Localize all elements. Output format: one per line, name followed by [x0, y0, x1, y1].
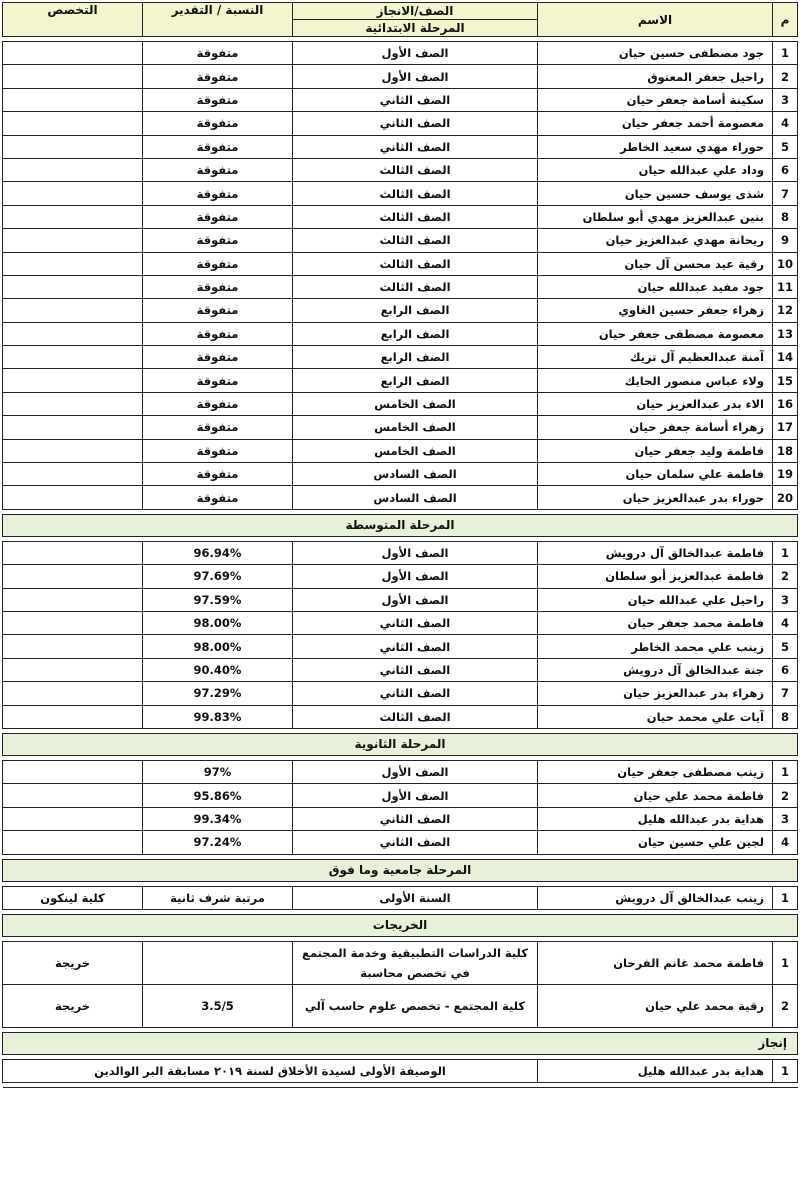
grade-cell: الصف الثاني: [293, 831, 538, 854]
specialization-cell: [3, 275, 143, 298]
student-name: آيات علي محمد حيان: [538, 705, 773, 728]
row-number: 20: [773, 486, 798, 509]
row-number: 12: [773, 299, 798, 322]
table-row: [3, 1059, 798, 1082]
row-number: 14: [773, 346, 798, 369]
row-number: 9: [773, 229, 798, 252]
row-number: 1: [773, 941, 798, 984]
row-number: 3: [773, 88, 798, 111]
row-number: 13: [773, 322, 798, 345]
score-cell: متفوقة: [143, 322, 293, 345]
row-number: 1: [773, 760, 798, 783]
table-row: [3, 486, 798, 509]
student-name: الاء بدر عبدالعزيز حيان: [538, 392, 773, 415]
table-row: [3, 135, 798, 158]
grade-cell: كلية المجتمع - تخصص علوم حاسب آلي: [293, 984, 538, 1027]
table-row: [3, 439, 798, 462]
score-cell: 95.86%: [143, 784, 293, 807]
score-cell: متفوقة: [143, 205, 293, 228]
row-number: 16: [773, 392, 798, 415]
student-name: وداد علي عبدالله حيان: [538, 158, 773, 181]
header-achievement: الصف/الانجاز: [293, 3, 538, 20]
student-name: معصومة أحمد جعفر حيان: [538, 112, 773, 135]
score-cell: 99.83%: [143, 705, 293, 728]
table-row: [3, 463, 798, 486]
student-name: جود مفيد عبدالله حيان: [538, 275, 773, 298]
grade-cell: الصف الرابع: [293, 346, 538, 369]
score-cell: 96.94%: [143, 541, 293, 564]
grade-cell: الصف الأول: [293, 565, 538, 588]
grade-cell: الصف الثاني: [293, 807, 538, 830]
row-number: 8: [773, 205, 798, 228]
score-cell: متفوقة: [143, 182, 293, 205]
table-row: [3, 392, 798, 415]
score-cell: متفوقة: [143, 275, 293, 298]
student-name: زينب علي محمد الخاطر: [538, 635, 773, 658]
student-name: فاطمة عبدالخالق آل درويش: [538, 541, 773, 564]
grade-cell: الصف الأول: [293, 588, 538, 611]
header-num: م: [773, 3, 798, 37]
score-cell: متفوقة: [143, 463, 293, 486]
grade-cell: الصف الخامس: [293, 392, 538, 415]
specialization-cell: [3, 112, 143, 135]
row-number: 5: [773, 635, 798, 658]
table-row: [3, 88, 798, 111]
section-title-secondary: المرحلة الثانوية: [3, 733, 798, 755]
student-name: رقية عيد محسن آل حيان: [538, 252, 773, 275]
grade-cell: الصف الثاني: [293, 682, 538, 705]
specialization-cell: [3, 635, 143, 658]
student-name: فاطمة محمد غانم الفرحان: [538, 941, 773, 984]
student-name: هداية بدر عبدالله هليل: [538, 1059, 773, 1082]
row-number: 1: [773, 42, 798, 65]
table-row: [3, 205, 798, 228]
row-number: 7: [773, 182, 798, 205]
grade-cell: الصف الثالث: [293, 205, 538, 228]
student-name: فاطمة محمد علي حيان: [538, 784, 773, 807]
score-cell: مرتبة شرف ثانية: [143, 886, 293, 909]
row-number: 2: [773, 565, 798, 588]
grade-cell: الصف الرابع: [293, 369, 538, 392]
table-row: [3, 322, 798, 345]
grade-cell: الصف الثالث: [293, 229, 538, 252]
grade-cell: الصف الأول: [293, 760, 538, 783]
table-row: [3, 784, 798, 807]
score-cell: 99.34%: [143, 807, 293, 830]
grade-cell: السنة الأولى: [293, 886, 538, 909]
student-name: فاطمة علي سلمان حيان: [538, 463, 773, 486]
table-row: [3, 941, 798, 984]
table-row: [3, 182, 798, 205]
specialization-cell: [3, 565, 143, 588]
grade-cell: الصف الثاني: [293, 611, 538, 634]
table-row: [3, 275, 798, 298]
row-number: 1: [773, 1059, 798, 1082]
row-number: 2: [773, 984, 798, 1027]
specialization-cell: [3, 65, 143, 88]
row-number: 6: [773, 158, 798, 181]
specialization-cell: [3, 611, 143, 634]
table-row: [3, 886, 798, 909]
grade-cell: الصف الأول: [293, 784, 538, 807]
specialization-cell: [3, 252, 143, 275]
specialization-cell: خريجة: [3, 941, 143, 984]
table-row: [3, 658, 798, 681]
score-cell: متفوقة: [143, 392, 293, 415]
header-name: الاسم: [538, 3, 773, 37]
table-row: [3, 346, 798, 369]
student-name: شذى يوسف حسين حيان: [538, 182, 773, 205]
score-cell: 97.29%: [143, 682, 293, 705]
score-cell: متفوقة: [143, 42, 293, 65]
specialization-cell: [3, 369, 143, 392]
score-cell: متفوقة: [143, 252, 293, 275]
student-name: راحيل علي عبدالله حيان: [538, 588, 773, 611]
score-cell: 98.00%: [143, 611, 293, 634]
table-row: [3, 611, 798, 634]
grade-cell: الصف الثالث: [293, 158, 538, 181]
student-name: هداية بدر عبدالله هليل: [538, 807, 773, 830]
specialization-cell: [3, 807, 143, 830]
student-name: زينب مصطفى جعفر حيان: [538, 760, 773, 783]
student-name: جنة عبدالخالق آل درويش: [538, 658, 773, 681]
row-number: 3: [773, 588, 798, 611]
score-cell: متفوقة: [143, 299, 293, 322]
header-specialization: التخصص: [3, 3, 143, 37]
specialization-cell: [3, 705, 143, 728]
section-title-middle: المرحلة المتوسطة: [3, 514, 798, 536]
score-cell: 3.5/5: [143, 984, 293, 1027]
specialization-cell: كلية لينكون: [3, 886, 143, 909]
table-row: [3, 65, 798, 88]
score-cell: متفوقة: [143, 158, 293, 181]
row-number: 10: [773, 252, 798, 275]
specialization-cell: [3, 682, 143, 705]
table-row: [3, 984, 798, 1027]
student-name: آمنة عبدالعظيم آل تريك: [538, 346, 773, 369]
grade-cell: الصف السادس: [293, 463, 538, 486]
table-row: [3, 705, 798, 728]
row-number: 8: [773, 705, 798, 728]
table-row: [3, 416, 798, 439]
student-name: معصومة مصطفى جعفر حيان: [538, 322, 773, 345]
score-cell: 97.24%: [143, 831, 293, 854]
grade-cell: الصف الثالث: [293, 275, 538, 298]
grade-cell: الصف الخامس: [293, 416, 538, 439]
table-row: [3, 252, 798, 275]
student-name: راحيل جعفر المعتوق: [538, 65, 773, 88]
grade-cell: الصف الخامس: [293, 439, 538, 462]
specialization-cell: [3, 158, 143, 181]
specialization-cell: [3, 760, 143, 783]
section-title-achievement: إنجاز: [3, 1032, 798, 1054]
student-name: زينب عبدالخالق آل درويش: [538, 886, 773, 909]
grade-cell: الصف الرابع: [293, 322, 538, 345]
header-score: النسبة / التقدير: [143, 3, 293, 37]
grade-cell: كلية الدراسات التطبيقية وخدمة المجتمع في تخصص محاسبة: [293, 941, 538, 984]
specialization-cell: [3, 135, 143, 158]
student-name: بنين عبدالعزيز مهدي أبو سلطان: [538, 205, 773, 228]
grade-cell: الصف الأول: [293, 541, 538, 564]
score-cell: متفوقة: [143, 229, 293, 252]
row-number: 19: [773, 463, 798, 486]
specialization-cell: [3, 463, 143, 486]
section-title-graduates: الخريجات: [3, 914, 798, 936]
grade-cell: الصف الأول: [293, 42, 538, 65]
student-name: حوراء بدر عبدالعزيز حيان: [538, 486, 773, 509]
specialization-cell: [3, 784, 143, 807]
grade-cell: الصف الثالث: [293, 182, 538, 205]
table-row: [3, 112, 798, 135]
grade-cell: الصف الثاني: [293, 112, 538, 135]
table-row: [3, 369, 798, 392]
table-row: [3, 682, 798, 705]
section-title-primary: المرحلة الابتدائية: [293, 20, 538, 37]
table-row: [3, 229, 798, 252]
specialization-cell: [3, 541, 143, 564]
specialization-cell: [3, 658, 143, 681]
row-number: 5: [773, 135, 798, 158]
score-cell: متفوقة: [143, 346, 293, 369]
student-name: فاطمة عبدالعزيز أبو سلطان: [538, 565, 773, 588]
score-cell: متفوقة: [143, 416, 293, 439]
student-name: زهراء جعفر حسين الغاوي: [538, 299, 773, 322]
row-number: 15: [773, 369, 798, 392]
specialization-cell: [3, 229, 143, 252]
table-row: [3, 565, 798, 588]
grade-cell: الصف الثاني: [293, 88, 538, 111]
grade-cell: الصف الثالث: [293, 705, 538, 728]
row-number: 1: [773, 541, 798, 564]
grade-cell: الصف الأول: [293, 65, 538, 88]
student-name: فاطمة وليد جعفر حيان: [538, 439, 773, 462]
specialization-cell: [3, 42, 143, 65]
score-cell: متفوقة: [143, 88, 293, 111]
grade-cell: الصف الرابع: [293, 299, 538, 322]
table-row: [3, 299, 798, 322]
grade-cell: الصف الثاني: [293, 658, 538, 681]
specialization-cell: [3, 831, 143, 854]
score-cell: [143, 941, 293, 984]
table-row: [3, 635, 798, 658]
score-cell: متفوقة: [143, 112, 293, 135]
achievement-text: الوصيفة الأولى لسيدة الأخلاق لسنة ٢٠١٩ مسابقة البر الوالدين: [3, 1059, 538, 1082]
row-number: 4: [773, 112, 798, 135]
specialization-cell: [3, 346, 143, 369]
student-name: حوراء مهدي سعيد الخاطر: [538, 135, 773, 158]
row-number: 6: [773, 658, 798, 681]
table-row: [3, 588, 798, 611]
student-name: ولاء عباس منصور الحايك: [538, 369, 773, 392]
student-name: لجين علي حسين حيان: [538, 831, 773, 854]
section-title-university: المرحلة جامعية وما فوق: [3, 859, 798, 881]
row-number: 3: [773, 807, 798, 830]
row-number: 17: [773, 416, 798, 439]
grade-cell: الصف الثاني: [293, 635, 538, 658]
score-cell: 98.00%: [143, 635, 293, 658]
score-cell: متفوقة: [143, 65, 293, 88]
table-row: [3, 807, 798, 830]
score-cell: 97.59%: [143, 588, 293, 611]
row-number: 4: [773, 611, 798, 634]
specialization-cell: [3, 439, 143, 462]
grade-cell: الصف الثالث: [293, 252, 538, 275]
row-number: 2: [773, 65, 798, 88]
specialization-cell: [3, 392, 143, 415]
score-cell: متفوقة: [143, 486, 293, 509]
student-name: سكينة أسامة جعفر حيان: [538, 88, 773, 111]
table-row: [3, 42, 798, 65]
row-number: 4: [773, 831, 798, 854]
specialization-cell: [3, 182, 143, 205]
table-row: [3, 541, 798, 564]
specialization-cell: [3, 322, 143, 345]
score-cell: متفوقة: [143, 369, 293, 392]
student-name: فاطمة محمد جعفر حيان: [538, 611, 773, 634]
specialization-cell: [3, 299, 143, 322]
row-number: 1: [773, 886, 798, 909]
specialization-cell: [3, 205, 143, 228]
student-name: جود مصطفى حسين حيان: [538, 42, 773, 65]
student-name: زهراء أسامة جعفر حيان: [538, 416, 773, 439]
score-cell: متفوقة: [143, 439, 293, 462]
table-row: [3, 158, 798, 181]
achievements-table: [2, 2, 798, 1088]
student-name: زهراء بدر عبدالعزيز حيان: [538, 682, 773, 705]
student-name: رقية محمد علي حيان: [538, 984, 773, 1027]
grade-cell: الصف الثاني: [293, 135, 538, 158]
specialization-cell: [3, 416, 143, 439]
specialization-cell: [3, 88, 143, 111]
student-name: ريحانة مهدي عبدالعزيز حيان: [538, 229, 773, 252]
specialization-cell: [3, 588, 143, 611]
score-cell: متفوقة: [143, 135, 293, 158]
row-number: 18: [773, 439, 798, 462]
row-number: 2: [773, 784, 798, 807]
row-number: 7: [773, 682, 798, 705]
grade-cell: الصف السادس: [293, 486, 538, 509]
score-cell: 97.69%: [143, 565, 293, 588]
score-cell: 90.40%: [143, 658, 293, 681]
table-row: [3, 831, 798, 854]
specialization-cell: [3, 486, 143, 509]
table-row: [3, 760, 798, 783]
row-number: 11: [773, 275, 798, 298]
score-cell: 97%: [143, 760, 293, 783]
specialization-cell: خريجة: [3, 984, 143, 1027]
